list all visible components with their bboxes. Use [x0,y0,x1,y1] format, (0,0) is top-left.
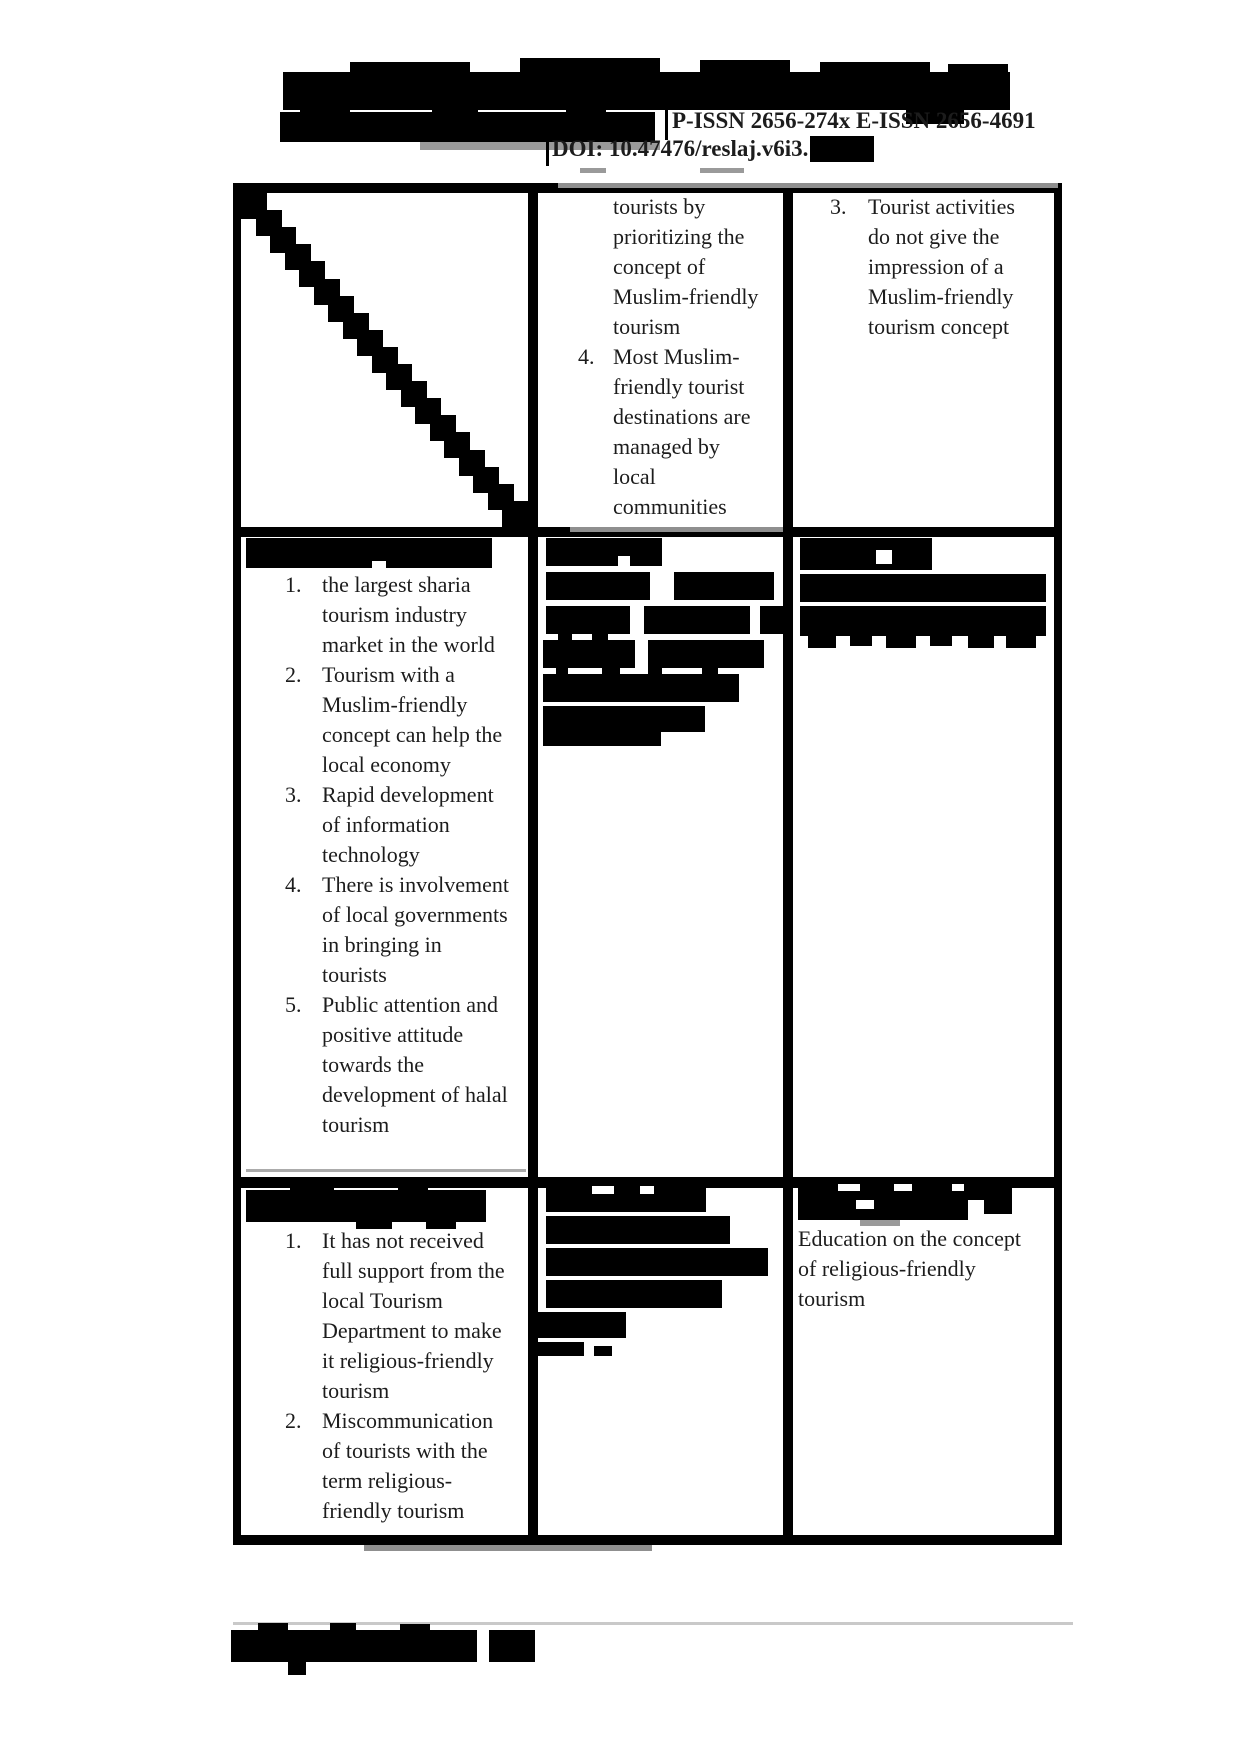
redacted-text [800,606,1046,636]
table-border [528,183,538,1545]
redacted-text [968,636,994,648]
table-border [233,183,241,1545]
list-item [285,1406,528,1526]
redacted-heading [546,1186,706,1212]
list-item-number: 2. [285,1408,302,1433]
redacted-heading [984,1200,1012,1214]
redacted-heading [470,560,488,568]
redacted-text [644,606,750,634]
redaction-notch [838,1184,860,1191]
redacted-text [543,640,635,668]
redacted-title-bar [948,64,1008,74]
redacted-text [538,1342,584,1356]
redacted-title-bar [700,60,790,74]
list-item-text: It has not received full support from the local Tourism Department to make it religious-friendly tourism [322,1228,505,1403]
list-item-number: 3. [285,782,302,807]
cell-row2-col1 [285,570,528,1140]
redacted-text [543,674,739,702]
border-artifact [570,527,783,532]
redaction-notch [856,1200,874,1209]
redacted-title-bar [820,62,930,74]
list-item [285,870,528,990]
list-item [830,192,1060,342]
list-item-number: 5. [285,992,302,1017]
cell-row3-col3 [798,1224,1048,1314]
footer-rule [233,1622,1073,1625]
redacted-footer [489,1630,535,1662]
redacted-heading [246,538,492,568]
list-item [285,990,528,1140]
diagonal-line [241,193,528,527]
border-artifact [364,1545,652,1551]
redaction-notch [372,561,386,568]
redaction-notch [640,1186,654,1194]
text-cursor-bar [546,136,549,166]
redacted-text [648,640,764,668]
redacted-text [543,706,705,732]
list-item-text: Miscommunication of tourists with the term religious-friendly tourism [322,1408,494,1523]
cell-row3-col1 [285,1226,528,1526]
redacted-text [546,1248,768,1276]
redacted-text [1006,636,1036,648]
list-item-text: Most Muslim-friendly tourist destinations are managed by local communities [613,344,751,519]
redacted-text [594,1346,612,1356]
redacted-text [850,636,872,646]
list-item-continuation: tourists by prioritizing the concept of Muslim-friendly tourism [613,194,759,339]
list-item [285,570,528,660]
redaction-smudge [580,168,606,173]
redacted-heading [246,1190,486,1222]
table-border [233,1535,1062,1545]
list-item-number: 4. [285,872,302,897]
list-item-text: There is involvement of local governments in bringing in tourists [322,872,509,987]
list-item-text: Rapid development of information technology [322,782,494,867]
redaction-smudge [700,168,744,173]
list-item [285,1226,528,1406]
redacted-footer [231,1630,477,1662]
cell-row1-col2 [578,192,788,522]
redacted-footer [330,1623,356,1630]
issn-line: P-ISSN 2656-274x E-ISSN 2656-4691 [672,108,1036,133]
redacted-heading [798,1200,968,1220]
redaction-notch [592,1186,614,1194]
list-item [285,660,528,780]
cell-text: Education on the concept of religious-friendly tourism [798,1226,1021,1311]
list-item [578,342,788,522]
redacted-text [674,572,774,600]
list-item-text: Public attention and positive attitude towards the development of halal tourism [322,992,508,1137]
border-artifact [246,1169,526,1172]
doi-text: DOI: 10.47476/reslaj.v6i3. [552,136,809,161]
list-item [285,780,528,870]
redaction-notch [952,1184,964,1191]
table-border [1054,183,1062,1545]
list-item-number: 2. [285,662,302,687]
redacted-heading [290,1183,334,1190]
redacted-text [800,538,932,570]
redacted-footer [400,1624,430,1630]
list-item-number: 4. [578,344,595,369]
redaction-bar [810,136,874,162]
list-item-number: 3. [830,194,847,219]
redacted-heading [398,1183,428,1190]
redacted-footer [288,1662,306,1675]
redacted-text [700,1280,722,1294]
list-item-text: Tourism with a Muslim-friendly concept can help the local economy [322,662,503,777]
redacted-title-bar [520,58,660,74]
redacted-text [543,732,661,746]
list-item-number: 1. [285,572,302,597]
redaction-notch [618,556,630,566]
redacted-text [546,538,662,566]
redaction-notch [894,1184,912,1191]
cell-row1-col3 [830,192,1060,342]
redacted-text [546,1280,722,1308]
redacted-text [886,636,916,648]
redacted-text [538,1312,626,1338]
redaction-notch [876,550,892,564]
redacted-text [546,572,650,600]
border-artifact [558,183,1058,188]
redacted-text [800,574,1046,602]
redacted-text [930,636,952,646]
list-item-text: the largest sharia tourism industry market in the world [322,572,495,657]
list-item-number: 1. [285,1228,302,1253]
diagonal-step [502,501,528,527]
redacted-text [760,606,783,634]
list-item-text: Tourist activities do not give the impression of a Muslim-friendly tourism concept [868,194,1015,339]
redacted-footer [258,1623,288,1630]
redacted-title-bar [350,62,470,74]
doi-line [552,133,874,165]
redacted-text [546,606,630,634]
redacted-text [546,1216,730,1244]
redacted-text [808,636,836,648]
